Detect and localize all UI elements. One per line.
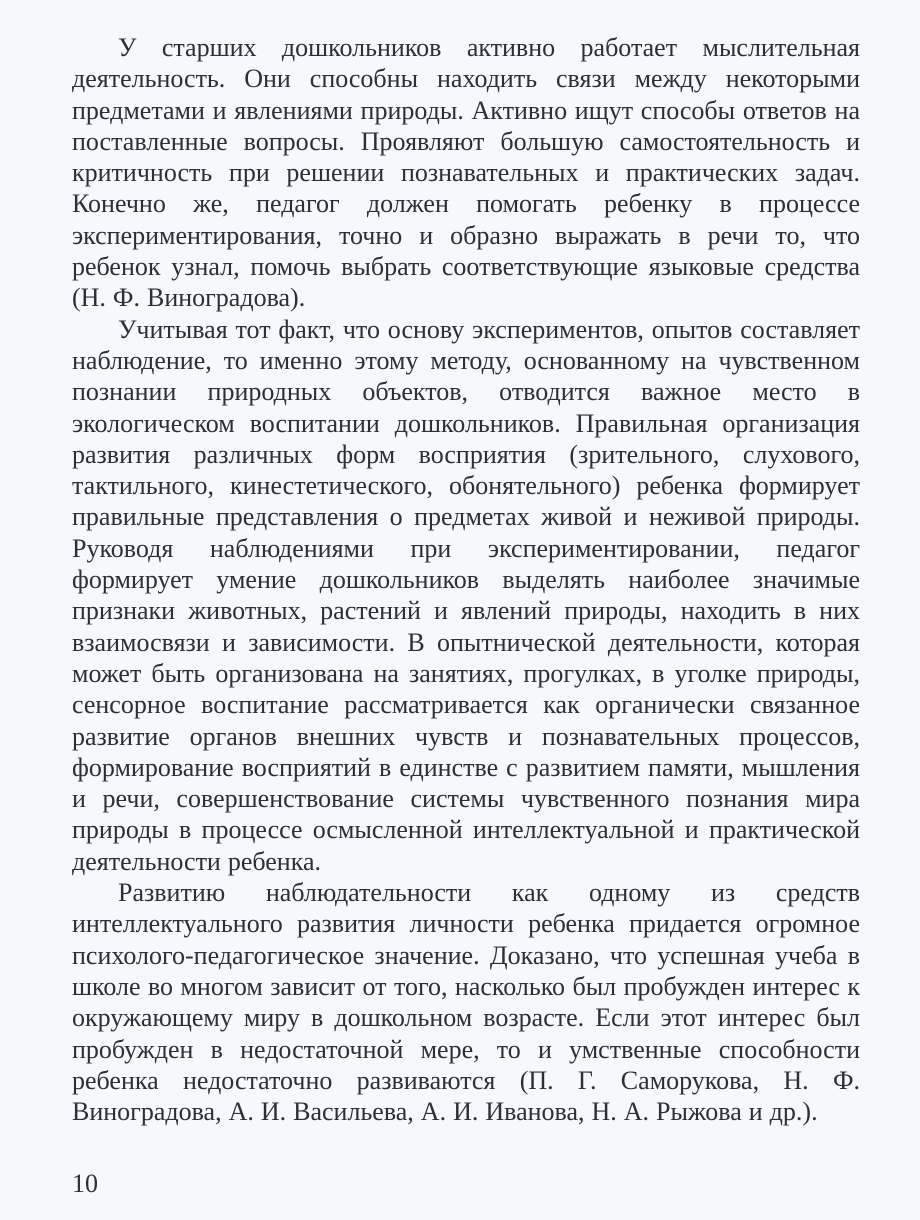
paragraph: Учитывая тот факт, что основу экспериментов, опытов составляет наблюдение, то именно этому методу, основанному на чувственном познании природных объектов, отводится важное место в экологическом воспитании дошкольников. Правильная организация развития различных форм восприятия (зрительного, слухового, тактильного, кинестетического, обонятельного) ребенка формирует правильные представления о предметах живой и неживой природы. Руководя наблюдениями при экспериментировании, педагог формирует умение дошкольников выделять наиболее значимые признаки животных, растений и явлений природы, находить в них взаимосвязи и зависимости. В опытнической деятельности, которая может быть организована на занятиях, прогулках, в уголке природы, сенсорное воспитание рассматривается как органически связанное развитие органов внешних чувств и познавательных процессов, формирование восприятий в единстве с развитием памяти, мышления и речи, совершенствование системы чувственного познания мира природы в процессе осмысленной интеллектуальной и практической деятельности ребенка. [72,314,860,876]
paragraph: Развитию наблюдательности как одному из средств интеллектуального развития личности ребенка придается огромное психолого-педагогическое значение. Доказано, что успешная учеба в школе во многом зависит от того, насколько был пробужден интерес к окружающему миру в дошкольном возрасте. Если этот интерес был пробужден в недостаточной мере, то и умственные способности ребенка недостаточно развиваются (П. Г. Саморукова, Н. Ф. Виноградова, А. И. Васильева, А. И. Иванова, Н. А. Рыжова и др.). [72,878,860,1127]
paragraph: У старших дошкольников активно работает мыслительная деятельность. Они способны находить связи между некоторыми предметами и явлениями природы. Активно ищут способы ответов на поставленные вопросы. Проявляют большую самостоятельность и критичность при решении познавательных и практических задач. Конечно же, педагог должен помогать ребенку в процессе экспериментирования, точно и образно выражать в речи то, что ребенок узнал, помочь выбрать соответствующие языковые средства (Н. Ф. Виноградова). [72,33,860,313]
page-number: 10 [72,1169,98,1198]
body-text [72,32,860,1127]
